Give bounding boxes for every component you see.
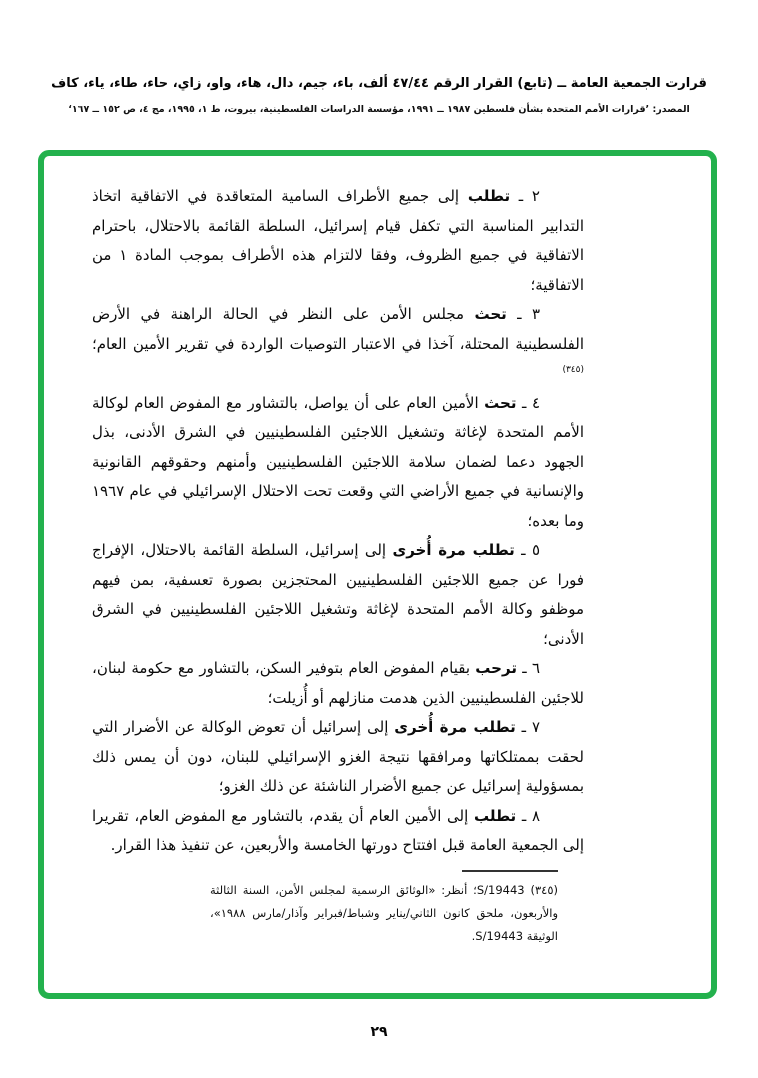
paragraph-lead-verb: تطلب bbox=[467, 187, 511, 205]
paragraph-number: ٧ ـ bbox=[515, 718, 540, 736]
paragraph-body: الأمين العام على أن يواصل، بالتشاور مع المفوض العام لوكالة الأمم المتحدة لإغاثة وتشغيل اللاجئين الفلسطينيين في الشرق الأدنى، بذل الجهود دعما لضمان سلامة اللاجئين الفلسطينيين وأمنهم وحقوقهم القانونية والإنسانية في جميع الأراضي التي وقعت تحت الاحتلال الإسرائيلي في عام ١٩٦٧ وما بعده؛ bbox=[92, 393, 584, 530]
paragraph-number: ٦ ـ bbox=[516, 659, 540, 677]
paragraph-number: ٤ ـ bbox=[516, 393, 541, 412]
page-number: ٢٩ bbox=[370, 1024, 388, 1040]
paragraph-lead-verb: تطلب مرة أُخرى bbox=[394, 718, 516, 736]
paragraph-number: ٨ ـ bbox=[516, 806, 540, 825]
paragraph-number: ٥ ـ bbox=[514, 541, 540, 559]
paragraph-body: إلى الأمين العام أن يقدم، بالتشاور مع المفوض العام، تقريرا إلى الجمعية العامة قبل افتتاح دورتها الخامسة والأربعين، عن تنفيذ هذا القرار. bbox=[92, 806, 584, 854]
resolution-paragraph-5 bbox=[92, 536, 584, 654]
source-line: المصدر: ’قرارات الأمم المتحدة بشأن فلسطين ١٩٨٧ ــ ١٩٩١، مؤسسة الدراسات الفلسطينية، بيروت، ط ١، ١٩٩٥، مج ٤، ص ١٥٢ ــ ١٦٧‘ bbox=[68, 104, 690, 115]
paragraph-lead-verb: ترحب bbox=[475, 659, 517, 677]
footnote-divider bbox=[462, 870, 558, 872]
footnote-ref: (٣٤٥) bbox=[562, 365, 584, 375]
paragraph-lead-verb: تطلب مرة أُخرى bbox=[392, 541, 515, 559]
resolution-text bbox=[92, 182, 584, 861]
paragraph-body: إلى إسرائيل، السلطة القائمة بالاحتلال، الإفراج فورا عن جميع اللاجئين الفلسطينيين المحتجزين بصورة تعسفية، بمن فيهم موظفو وكالة الأمم المتحدة لإغاثة وتشغيل اللاجئين الفلسطينيين في الشرق الأدنى؛ bbox=[92, 541, 584, 648]
paragraph-body: بقيام المفوض العام بتوفير السكن، بالتشاور مع حكومة لبنان، للاجئين الفلسطينيين الذين هدمت منازلهم أو أُزيلت؛ bbox=[92, 659, 584, 707]
paragraph-number: ٢ ـ bbox=[510, 187, 540, 205]
resolution-paragraph-8 bbox=[92, 802, 584, 861]
paragraph-lead-verb: تحث bbox=[484, 393, 517, 412]
resolution-paragraph-6 bbox=[92, 654, 584, 713]
paragraph-body: إلى جميع الأطراف السامية المتعاقدة في الاتفاقية اتخاذ التدابير المناسبة التي تكفل قيام إسرائيل، السلطة القائمة بالاحتلال، باحترام الاتفاقية في جميع الظروف، وفقا لالتزام هذه الأطراف بموجب المادة ١ من الاتفاقية؛ bbox=[92, 187, 584, 294]
paragraph-number: ٣ ـ bbox=[506, 305, 540, 323]
paragraph-lead-verb: تطلب bbox=[473, 806, 517, 825]
paragraph-body: مجلس الأمن على النظر في الحالة الراهنة في الأرض الفلسطينية المحتلة، آخذا في الاعتبار التوصيات الواردة في تقرير الأمين العام؛ bbox=[92, 305, 584, 353]
resolution-paragraph-7 bbox=[92, 713, 584, 802]
resolution-paragraph-4 bbox=[92, 389, 584, 537]
paragraph-body: إلى إسرائيل أن تعوض الوكالة عن الأضرار التي لحقت بممتلكاتها ومرافقها نتيجة الغزو الإسرائيلي للبنان، دون أن يمس ذلك بمسؤولية إسرائيل عن جميع الأضرار الناشئة عن ذلك الغزو؛ bbox=[92, 718, 584, 795]
green-frame bbox=[38, 150, 717, 999]
paragraph-lead-verb: تحث bbox=[474, 305, 507, 323]
resolution-paragraph-3 bbox=[92, 300, 584, 389]
footnote: (٣٤٥) S/19443؛ أنظر: «الوثائق الرسمية لمجلس الأمن، السنة الثالثة والأربعون، ملحق كانون الثاني/يناير وشباط/فبراير وآذار/مارس ١٩٨٨»، الوثيقة S/19443. bbox=[210, 883, 558, 943]
resolution-paragraph-2 bbox=[92, 182, 584, 300]
page-title: قرارت الجمعية العامة ــ (تابع) القرار الرقم ٤٧/٤٤ ألف، باء، جيم، دال، هاء، واو، زاي، حاء، طاء، ياء، كاف bbox=[51, 76, 707, 91]
footnote-block bbox=[210, 870, 558, 948]
